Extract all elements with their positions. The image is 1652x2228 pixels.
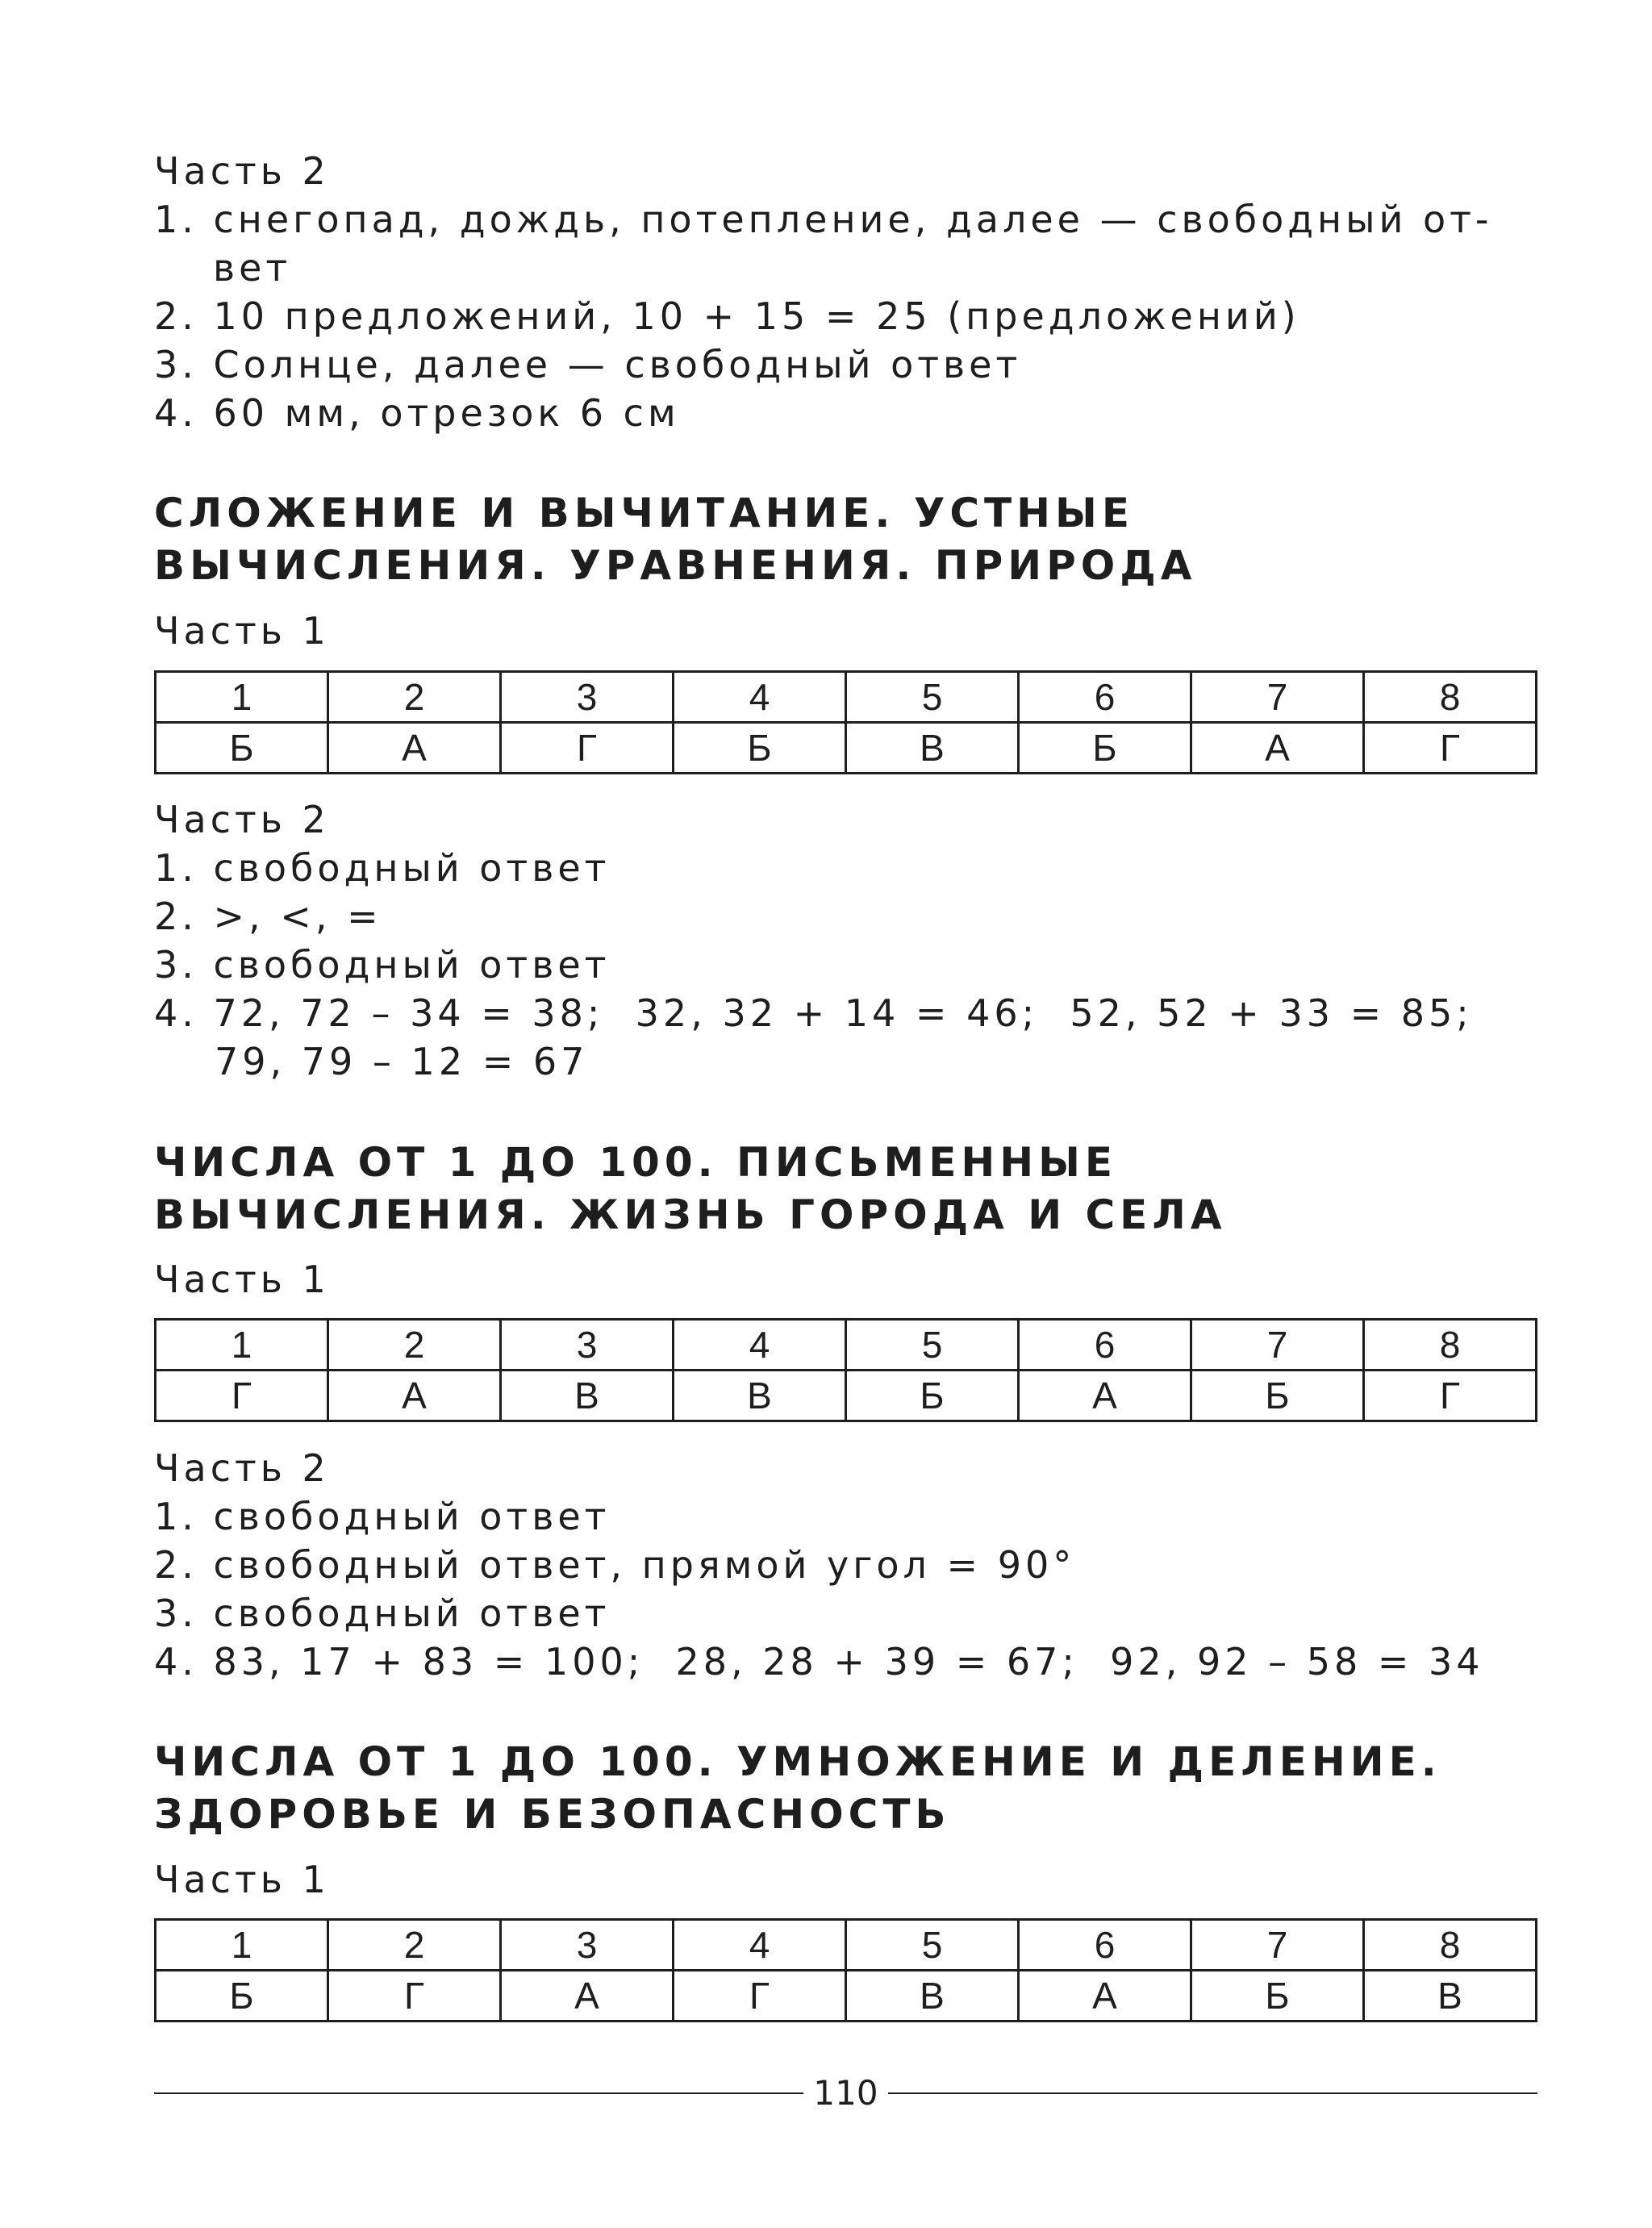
- table-cell: 8: [1364, 1320, 1537, 1371]
- table-cell: 1: [156, 1920, 328, 1971]
- section-1-answer-table: [154, 670, 1537, 774]
- table-cell: А: [1191, 723, 1364, 774]
- table-cell: 5: [846, 1320, 1019, 1371]
- table-row-answers: [156, 1971, 1537, 2021]
- table-cell: 6: [1019, 1920, 1191, 1971]
- footer-rule-left: [154, 2092, 803, 2094]
- table-cell: 1: [156, 672, 328, 723]
- table-cell: В: [674, 1371, 846, 1421]
- table-cell: В: [846, 723, 1019, 774]
- section-3-answer-table: [154, 1918, 1537, 2022]
- table-row-numbers: [156, 1320, 1537, 1371]
- answer-line: 3. свободный ответ: [154, 943, 611, 987]
- table-cell: 6: [1019, 672, 1191, 723]
- footer-rule-right: [888, 2092, 1537, 2094]
- section-0: [154, 147, 1537, 437]
- part-label: Часть 1: [154, 1858, 330, 1901]
- table-cell: Б: [1019, 723, 1191, 774]
- table-row-numbers: [156, 1920, 1537, 1971]
- table-cell: Б: [846, 1371, 1019, 1421]
- section-2-answer-table: [154, 1318, 1537, 1422]
- table-cell: А: [1019, 1371, 1191, 1421]
- section-2-part-1: [154, 1255, 1537, 1304]
- section-3: [154, 1736, 1537, 1841]
- answer-line: 4. 72, 72 – 34 = 38; 32, 32 + 14 = 46; 52, 52 + 33 = 85;: [154, 991, 1473, 1035]
- table-cell: Б: [1191, 1971, 1364, 2021]
- answer-line: 2. >, <, =: [154, 895, 382, 938]
- page-number: 110: [813, 2073, 878, 2113]
- table-cell: А: [328, 1371, 501, 1421]
- section-heading: ЗДОРОВЬЕ И БЕЗОПАСНОСТЬ: [154, 1791, 951, 1838]
- answer-table: [154, 670, 1537, 774]
- table-cell: Г: [328, 1971, 501, 2021]
- table-cell: 4: [674, 672, 846, 723]
- answer-line: 3. Солнце, далее — свободный ответ: [154, 343, 1022, 386]
- table-cell: В: [501, 1371, 674, 1421]
- section-heading: ЧИСЛА ОТ 1 ДО 100. ПИСЬМЕННЫЕ: [154, 1139, 1118, 1186]
- table-cell: Г: [1364, 723, 1537, 774]
- section-1: [154, 487, 1537, 592]
- table-cell: Б: [156, 1971, 328, 2021]
- table-cell: 3: [501, 672, 674, 723]
- table-cell: 7: [1191, 1920, 1364, 1971]
- answer-line: 4. 60 мм, отрезок 6 см: [154, 391, 680, 435]
- answer-line: 2. 10 предложений, 10 + 15 = 25 (предложений): [154, 294, 1300, 338]
- table-cell: 1: [156, 1320, 328, 1371]
- table-cell: Б: [1191, 1371, 1364, 1421]
- table-cell: Г: [501, 723, 674, 774]
- section-heading: ЧИСЛА ОТ 1 ДО 100. УМНОЖЕНИЕ И ДЕЛЕНИЕ.: [154, 1738, 1441, 1785]
- section-2: [154, 1137, 1537, 1241]
- answer-line: 3. свободный ответ: [154, 1592, 611, 1635]
- section-heading: ВЫЧИСЛЕНИЯ. УРАВНЕНИЯ. ПРИРОДА: [154, 542, 1197, 589]
- section-1-part-2: [154, 795, 1537, 1086]
- table-cell: 3: [501, 1320, 674, 1371]
- table-cell: Г: [156, 1371, 328, 1421]
- table-cell: 3: [501, 1920, 674, 1971]
- part-label: Часть 2: [154, 798, 330, 841]
- table-cell: 2: [328, 1920, 501, 1971]
- answer-line: 1. свободный ответ: [154, 1495, 611, 1538]
- table-cell: 2: [328, 672, 501, 723]
- table-cell: 5: [846, 672, 1019, 723]
- table-cell: Б: [674, 723, 846, 774]
- table-cell: 6: [1019, 1320, 1191, 1371]
- table-row-answers: [156, 1371, 1537, 1421]
- section-2-part-2: [154, 1444, 1537, 1686]
- section-3-part-1: [154, 1855, 1537, 1904]
- part-label: Часть 2: [154, 1446, 330, 1490]
- part-label: Часть 1: [154, 609, 330, 653]
- table-cell: А: [501, 1971, 674, 2021]
- table-cell: 8: [1364, 1920, 1537, 1971]
- answer-line: 1. снегопад, дождь, потепление, далее — свободный от-: [154, 198, 1493, 241]
- answer-table: [154, 1918, 1537, 2022]
- page-footer: [154, 2073, 1537, 2122]
- answer-line-continuation: вет: [213, 246, 292, 290]
- table-cell: А: [328, 723, 501, 774]
- table-cell: Б: [156, 723, 328, 774]
- table-cell: 7: [1191, 1320, 1364, 1371]
- section-heading: СЛОЖЕНИЕ И ВЫЧИТАНИЕ. УСТНЫЕ: [154, 490, 1134, 536]
- table-cell: В: [846, 1971, 1019, 2021]
- table-cell: Г: [1364, 1371, 1537, 1421]
- part-label: Часть 2: [154, 149, 330, 193]
- answer-line-continuation: 79, 79 – 12 = 67: [215, 1040, 589, 1083]
- answer-line: 1. свободный ответ: [154, 846, 611, 890]
- table-cell: Г: [674, 1971, 846, 2021]
- table-row-answers: [156, 723, 1537, 774]
- table-cell: 4: [674, 1320, 846, 1371]
- section-1-part-1: [154, 607, 1537, 655]
- table-cell: В: [1364, 1971, 1537, 2021]
- answer-line: 4. 83, 17 + 83 = 100; 28, 28 + 39 = 67; 92, 92 – 58 = 34: [154, 1640, 1484, 1684]
- table-cell: 4: [674, 1920, 846, 1971]
- table-cell: 5: [846, 1920, 1019, 1971]
- table-cell: 8: [1364, 672, 1537, 723]
- section-heading: ВЫЧИСЛЕНИЯ. ЖИЗНЬ ГОРОДА И СЕЛА: [154, 1191, 1227, 1238]
- table-cell: 7: [1191, 672, 1364, 723]
- table-cell: 2: [328, 1320, 501, 1371]
- part-label: Часть 1: [154, 1258, 330, 1301]
- answer-line: 2. свободный ответ, прямой угол = 90°: [154, 1543, 1076, 1587]
- table-row-numbers: [156, 672, 1537, 723]
- answer-table: [154, 1318, 1537, 1422]
- table-cell: А: [1019, 1971, 1191, 2021]
